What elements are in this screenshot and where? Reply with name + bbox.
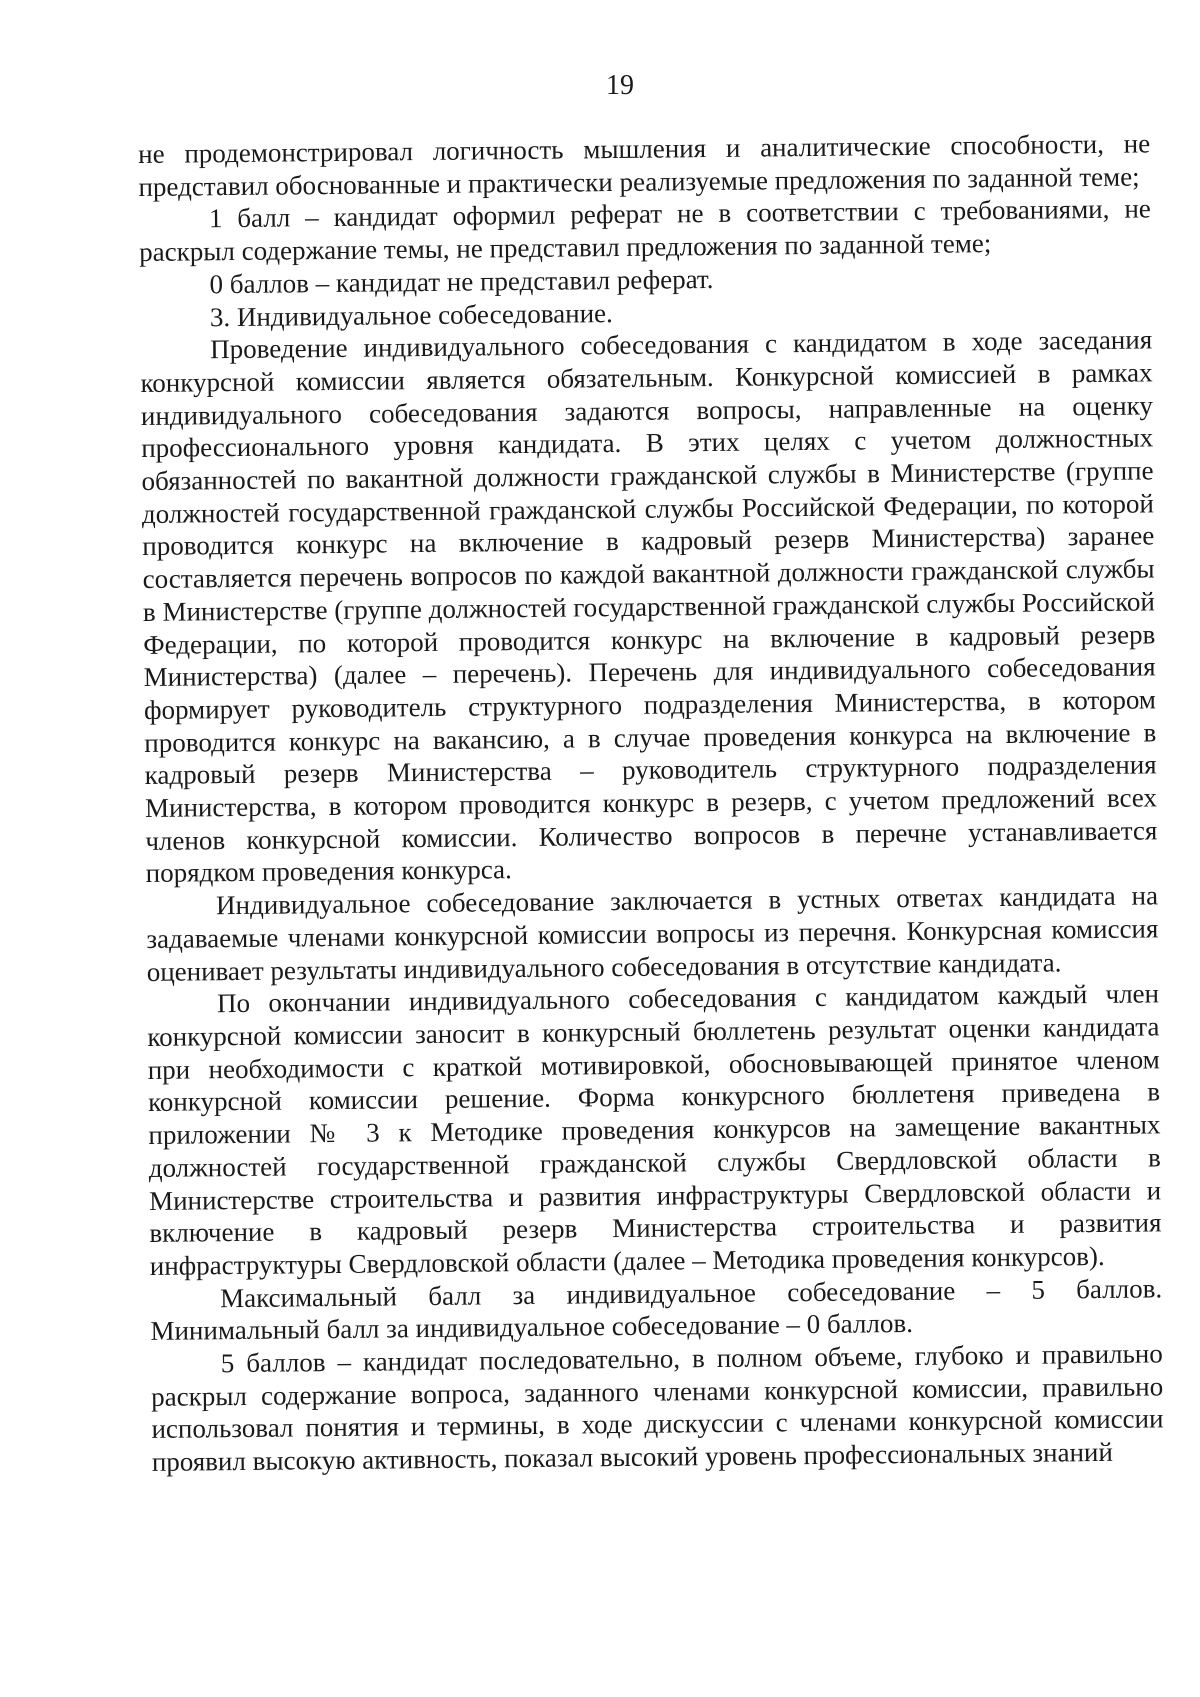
paragraph-score-0: 0 баллов – кандидат не представил реферат. (209, 263, 714, 300)
paragraph-max-min-score: Максимальный балл за индивидуальное собеседование – 5 баллов. Минимальный балл за индивидуальное собеседование – 0 баллов. (150, 1272, 1163, 1347)
paragraph-interview-procedure: Проведение индивидуального собеседования с кандидатом в ходе заседания конкурсной комиссии является обязательным. Конкурсной комиссией в рамках индивидуального собеседования задаются вопросы, направленные на оценку профессионального уровня кандидата. В этих целях с учетом должностных обязанностей по вакантной должности гражданской службы в Министерстве (группе должностей государственной гражданской службы Российской Федерации, по которой проводится конкурс на включение в кадровый резерв Министерства) заранее составляется перечень вопросов по каждой вакантной должности гражданской службы в Министерстве (группе должностей государственной гражданской службы Российской Федерации, по которой проводится конкурс на включение в кадровый резерв Министерства) (далее – перечень). Перечень для индивидуального собеседования формирует руководитель структурного подразделения Министерства, в котором проводится конкурс на вакансию, а в случае проведения конкурса на включение в кадровый резерв Министерства – руководитель структурного подразделения Министерства, в котором проводится конкурс в резерв, с учетом предложений всех членов конкурсной комиссии. Количество вопросов в перечне устанавливается порядком проведения конкурса. (140, 324, 1158, 889)
paragraph-score-1: 1 балл – кандидат оформил реферат не в соответствии с требованиями, не раскрыл содержание темы, не представил предложения по заданной теме; (139, 193, 1151, 268)
paragraph-interview-answers: Индивидуальное собеседование заключается в устных ответах кандидата на задаваемые членами конкурсной комиссии вопросы из перечня. Конкурсная комиссия оценивает результаты индивидуального собеседования в отсутствие кандидата. (146, 880, 1159, 987)
paragraph-ballot: По окончании индивидуального собеседования с кандидатом каждый член конкурсной комиссии заносит в конкурсный бюллетень результат оценки кандидата при необходимости с краткой мотивировкой, обосновывающей принятое членом конкурсной комиссии решение. Форма конкурсного бюллетеня приведена в приложении № 3 к Методике проведения конкурсов на замещение вакантных должностей государственной гражданской службы Свердловской области в Министерстве строительства и развития инфраструктуры Свердловской области и включение в кадровый резерв Министерства строительства и развития инфраструктуры Свердловской области (далее – Методика проведения конкурсов). (147, 978, 1162, 1281)
document-body (138, 127, 1164, 1478)
section-heading-interview: 3. Индивидуальное собеседование. (209, 297, 613, 332)
paragraph-score-5: 5 баллов – кандидат последовательно, в полном объеме, глубоко и правильно раскрыл содержание вопроса, заданного членами конкурсной комиссии, правильно использовал понятия и термины, в ходе дискуссии с членами конкурсной комиссии проявил высокую активность, показал высокий уровень профессиональных знаний (151, 1338, 1164, 1478)
page-number: 19 (606, 70, 634, 101)
paragraph-continuation: не продемонстрировал логичность мышления и аналитические способности, не представил обоснованные и практически реализуемые предложения по заданной теме; (138, 128, 1151, 202)
